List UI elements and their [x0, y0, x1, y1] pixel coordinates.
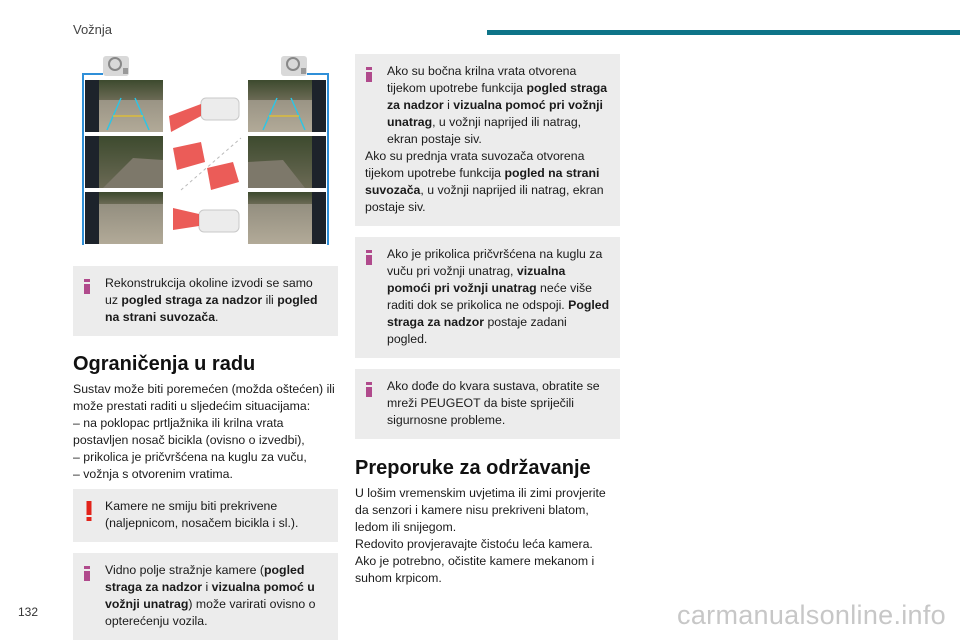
note-fault-text: Ako dođe do kvara sustava, obratite se mreži PEUGEOT da biste spriječili sigurnosne probleme.	[387, 379, 600, 427]
note-bold-text: Pogled straga za nadzor	[387, 298, 610, 329]
note-bold-text: pogled na strani suvozača	[365, 166, 600, 197]
note-bold-text: pogled straga za nadzor	[121, 293, 263, 307]
page-number: 132	[18, 605, 39, 619]
maintenance-paragraph: Redovito provjeravajte čistoću leća kamera.	[355, 537, 593, 551]
camera-screen-side	[248, 136, 326, 188]
section-title: Vožnja	[73, 22, 113, 37]
info-icon	[84, 566, 90, 581]
note-trailer	[355, 237, 620, 358]
note-text: Rekonstrukcija okoline izvodi se samo uz	[105, 276, 313, 307]
note-bold-text: vizualna pomoći pri vožnji unatrag	[387, 264, 566, 295]
watermark: carmanualsonline.info	[677, 600, 946, 630]
note-text: Ako su bočna krilna vrata otvorena tijekom upotrebe funkcija	[387, 64, 577, 95]
limits-intro: Sustav može biti poremećen (možda oštećen) ili može prestati raditi u sljedećim situacijama:	[73, 382, 335, 413]
note-text: ili	[262, 293, 278, 307]
info-icon	[366, 67, 372, 82]
camera-screen-side	[85, 136, 163, 188]
limits-heading: Ograničenja u radu	[73, 353, 256, 375]
maintenance-body	[355, 485, 620, 587]
note-bold-text: pogled straga za nadzor	[105, 563, 305, 594]
note-text: postaje zadani pogled.	[387, 315, 567, 346]
limits-item: – na poklopac prtljažnika ili krilna vrata postavljen nosač bicikla (ovisno o izvedbi),	[73, 416, 305, 447]
note-text: neće više raditi dok se prikolica ne odspoji.	[387, 281, 592, 312]
note-text: Ako je prikolica pričvršćena na kuglu za vuču pri vožnji unatrag,	[387, 247, 603, 278]
note-bold-text: vizualna pomoć pri vožnji unatrag	[387, 98, 603, 129]
vehicle-top-view-zone	[173, 208, 239, 232]
limits-item: – prikolica je pričvršćena na kuglu za vuču,	[73, 450, 307, 464]
limits-body	[73, 381, 338, 483]
vehicle-side-view-zone	[173, 138, 241, 190]
camera-screen-rear	[85, 80, 163, 132]
note-text: , u vožnji naprijed ili natrag, ekran postaje siv.	[365, 183, 604, 214]
note-text: Ako su prednja vrata suvozača otvorena tijekom upotrebe funkcija	[365, 149, 585, 180]
steering-wheel-icon	[103, 56, 129, 76]
note-reconstruction	[73, 266, 338, 336]
right-column	[355, 54, 620, 587]
camera-screen-rear	[248, 80, 326, 132]
note-text: .	[215, 310, 219, 324]
limits-item: – vožnja s otvorenim vratima.	[73, 467, 233, 481]
steering-wheel-icon	[281, 56, 307, 76]
note-doors	[355, 54, 620, 226]
note-bold-text: pogled straga za nadzor	[387, 81, 608, 112]
note-text: Vidno polje stražnje kamere (	[105, 563, 265, 577]
note-field-of-view	[73, 553, 338, 640]
note-text: i	[202, 580, 212, 594]
camera-views-illustration	[73, 50, 338, 255]
note-text: , u vožnji naprijed ili natrag, ekran postaje siv.	[387, 115, 582, 146]
maintenance-paragraph: Ako je potrebno, očistite kamere mekanom i suhom krpicom.	[355, 554, 595, 585]
note-bold-text: pogled na strani suvozača	[105, 293, 318, 324]
camera-diagram	[73, 50, 338, 255]
warning-icon	[86, 501, 92, 521]
warning-note	[73, 489, 338, 542]
note-bold-text: vizualna pomoć u vožnji unatrag	[105, 580, 315, 611]
info-icon	[366, 382, 372, 397]
header-accent-bar	[487, 30, 960, 35]
note-text: ) može varirati ovisno o opterećenju vozila.	[105, 597, 316, 628]
info-icon	[366, 250, 372, 265]
note-fault	[355, 369, 620, 439]
info-icon	[84, 279, 90, 294]
warning-text: Kamere ne smiju biti prekrivene (naljepnicom, nosačem bicikla i sl.).	[105, 499, 299, 530]
camera-screen-top	[85, 192, 163, 244]
note-text: i	[443, 98, 454, 112]
camera-screen-top	[248, 192, 326, 244]
left-column	[73, 50, 338, 640]
maintenance-paragraph: U lošim vremenskim uvjetima ili zimi provjerite da senzori i kamere nisu prekriveni blatom, ledom ili snijegom.	[355, 486, 606, 534]
maintenance-heading: Preporuke za održavanje	[355, 457, 591, 479]
vehicle-rear-view-zone	[169, 98, 239, 132]
